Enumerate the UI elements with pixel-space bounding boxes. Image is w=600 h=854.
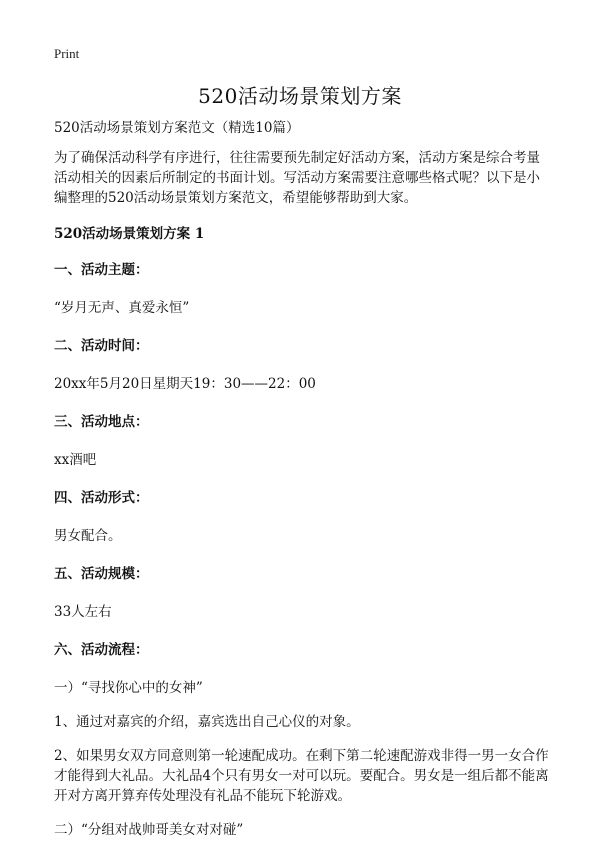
flow-heading: 六、活动流程： [54,642,149,658]
time-heading: 二、活动时间： [54,338,149,354]
print-link[interactable]: Print [54,46,80,61]
subtitle: 520活动场景策划方案范文（精选10篇） [54,120,300,136]
time-value: 20xx年5月20日星期天19：30——22：00 [54,376,316,392]
flow-step1-paragraph-2: 2、如果男女双方同意则第一轮速配成功。在剩下第二轮速配游戏非得一男一女合作才能得到大礼品。大礼品4个只有男女一对可以玩。要配合。男女是一组后都不能离开对方离开算弃传处理没有礼品不能玩下轮游戏。 [54,748,549,804]
place-heading: 三、活动地点： [54,414,149,430]
scale-heading: 五、活动规模： [54,566,149,582]
form-value: 男女配合。 [54,528,122,544]
flow-step1-paragraph-1: 1、通过对嘉宾的介绍，嘉宾选出自己心仪的对象。 [54,714,360,730]
document-body [54,118,550,854]
place-value: xx酒吧 [54,452,97,468]
theme-value: “岁月无声、真爱永恒” [54,300,190,316]
flow-step1-title: 一）“寻找你心中的女神” [54,680,203,696]
flow-step2-title: 二）“分组对战帅哥美女对对碰” [54,822,244,838]
section-title: 520活动场景策划方案 1 [54,226,205,242]
page-title: 520活动场景策划方案 [198,84,402,108]
form-heading: 四、活动形式： [54,490,149,506]
scale-value: 33人左右 [54,604,112,620]
theme-heading: 一、活动主题： [54,262,149,278]
intro-paragraph: 为了确保活动科学有序进行，往往需要预先制定好活动方案，活动方案是综合考量活动相关的因素后所制定的书面计划。写活动方案需要注意哪些格式呢？以下是小编整理的520活动场景策划方案范文，希望能够帮助到大家。 [54,150,540,206]
